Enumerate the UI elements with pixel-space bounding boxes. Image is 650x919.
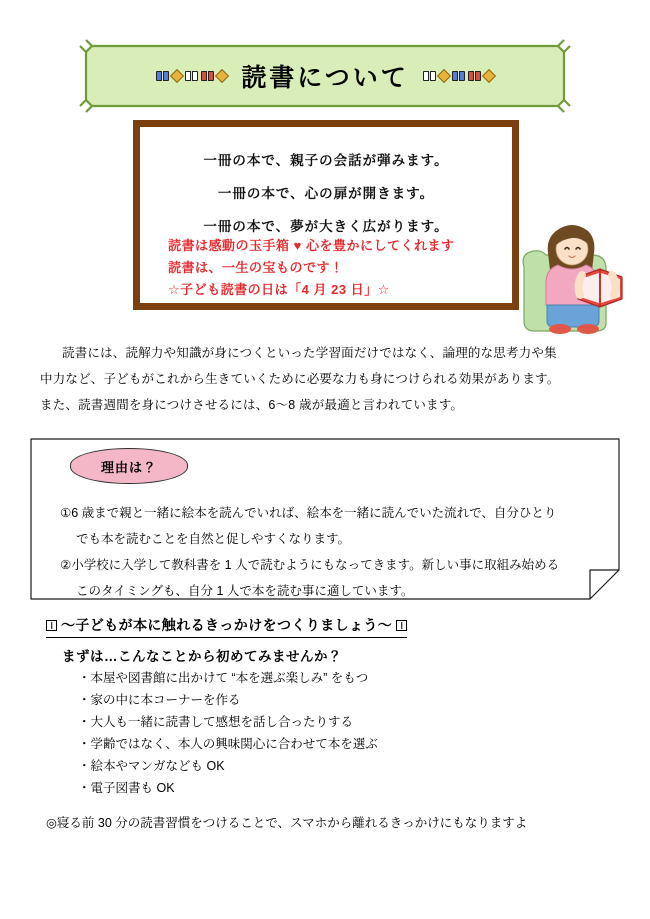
reason-item: ②小学校に入学して教科書を 1 人で読むようにもなってきます。新しい事に取組み始める	[60, 558, 560, 572]
highlight-lines	[140, 149, 512, 248]
highlight-line: 一冊の本で、心の扉が開きます。	[217, 186, 435, 201]
section-heading-text: ～子どもが本に触れるきっかけをつくりましょう～	[61, 617, 393, 633]
highlight-red-line: ☆子ども読書の日は「4 月 23 日」☆	[168, 282, 390, 297]
reason-item: このタイミングも、自分 1 人で本を読む事に適しています。	[76, 584, 414, 598]
paragraph-line: また、読書週間を身につけさせるには、6～8 歳が最適と言われています。	[40, 398, 464, 412]
reason-label: 理由は？	[70, 448, 188, 484]
highlight-line: 一冊の本で、親子の会話が弾みます。	[203, 153, 449, 168]
highlight-red-line: 読書は、一生の宝ものです！	[168, 260, 344, 275]
section-heading	[46, 615, 407, 638]
book-icon	[468, 71, 481, 81]
list-item: ・学齢ではなく、本人の興味関心に合わせて本を選ぶ	[78, 737, 378, 751]
book-icon	[452, 71, 465, 81]
page-title: 読書について	[241, 64, 409, 92]
section-subheading: まずは…こんなことから初めてみませんか？	[62, 649, 342, 664]
book-icon	[156, 71, 169, 81]
highlight-box	[133, 120, 519, 310]
tips-list	[78, 667, 378, 799]
book-icon	[46, 620, 57, 631]
book-icon	[396, 620, 407, 631]
list-item: ・絵本やマンガなども OK	[78, 759, 225, 773]
list-item: ・本屋や図書館に出かけて “本を選ぶ楽しみ” をもつ	[78, 671, 369, 685]
reason-item: でも本を読むことを自然と促しやすくなります。	[76, 532, 351, 546]
book-icon	[423, 71, 436, 81]
banner-left-icons	[156, 71, 227, 81]
reason-item: ①6 歳まで親と一緒に絵本を読んでいれば、絵本を一緒に読んでいた流れで、自分ひとり	[60, 506, 557, 520]
diamond-icon	[215, 69, 229, 83]
reason-list	[60, 500, 608, 604]
list-item: ・電子図書も OK	[78, 781, 175, 795]
diamond-icon	[482, 69, 496, 83]
paragraph-line: 中力など、子どもがこれから生きていくために必要な力も身につけられる効果があります。	[40, 372, 560, 386]
highlight-red-block	[168, 235, 454, 301]
list-item: ・大人も一緒に読書して感想を話し合ったりする	[78, 715, 354, 729]
diamond-icon	[437, 69, 451, 83]
highlight-line: 一冊の本で、夢が大きく広がります。	[203, 219, 449, 234]
highlight-red-line: 読書は感動の玉手箱 ♥ 心を豊かにしてくれます	[168, 238, 455, 253]
book-icon	[201, 71, 214, 81]
banner-right-icons	[423, 71, 494, 81]
title-banner	[78, 38, 572, 114]
book-icon	[185, 71, 198, 81]
footer-note: ◎寝る前 30 分の読書習慣をつけることで、スマホから離れるきっかけにもなりますよ	[46, 816, 528, 830]
paragraph-line: 読書には、読解力や知識が身につくといった学習面だけではなく、論理的な思考力や集	[62, 346, 557, 360]
reason-box	[30, 438, 620, 600]
girl-reading-illustration	[520, 215, 640, 340]
diamond-icon	[170, 69, 184, 83]
list-item: ・家の中に本コーナーを作る	[78, 693, 241, 707]
intro-paragraph	[40, 340, 620, 418]
